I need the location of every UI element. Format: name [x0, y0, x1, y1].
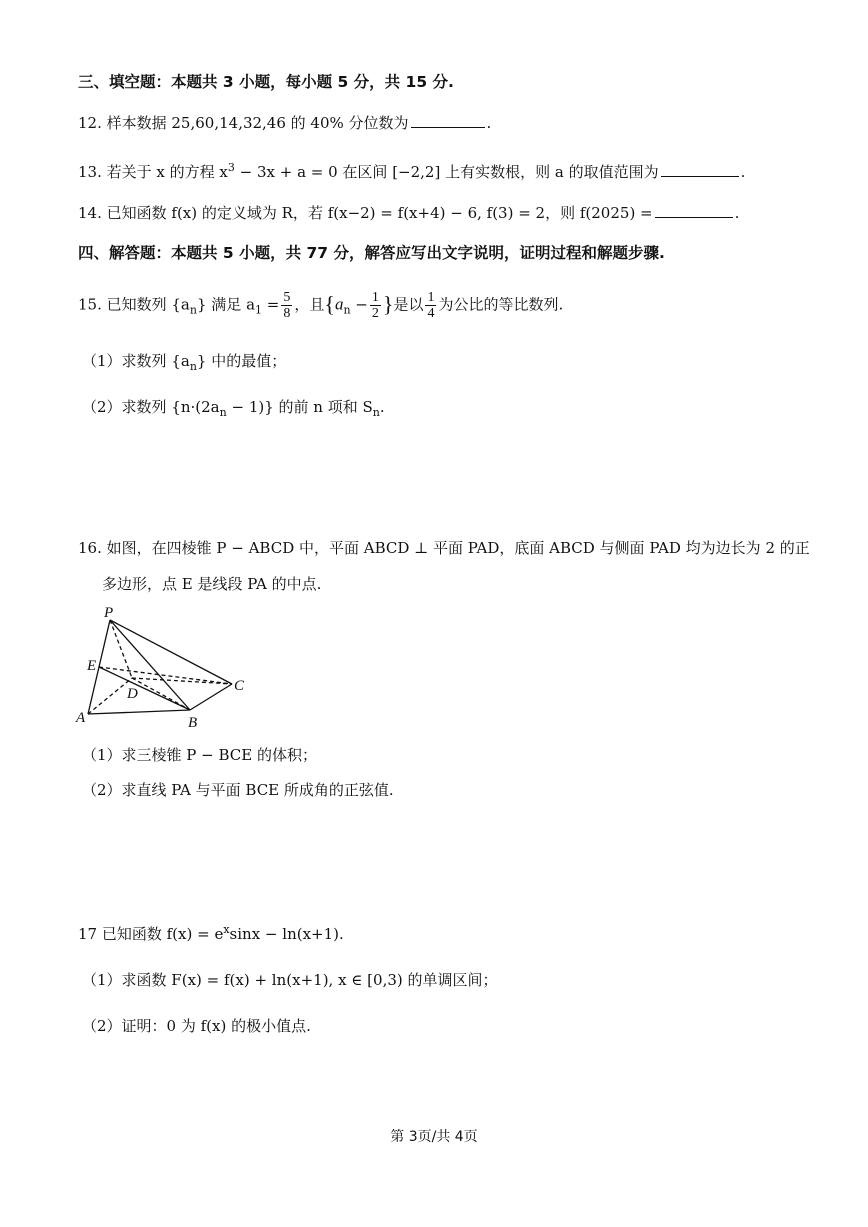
question-16-line-2: 多边形，点 E 是线段 PA 的中点.: [102, 575, 322, 593]
frac-num: 5: [283, 290, 291, 305]
section-heading-fill-in: 三、填空题：本题共 3 小题，每小题 5 分，共 15 分.: [78, 73, 454, 91]
question-16-line-1: 16. 如图，在四棱锥 P − ABCD 中，平面 ABCD ⊥ 平面 PAD，底面 ABCD 与侧面 PAD 均为边长为 2 的正: [78, 539, 810, 557]
frac-den: 8: [283, 306, 291, 321]
pyramid-figure: [72, 606, 262, 734]
question-16-part-1: （1）求三棱锥 P − BCE 的体积；: [82, 746, 318, 764]
q15-intro2: } 满足 a: [196, 295, 256, 314]
question-16-part-2: （2）求直线 PA 与平面 BCE 所成角的正弦值.: [82, 781, 394, 799]
label-C: C: [234, 678, 245, 694]
q15-p2-sub2: n: [372, 406, 380, 419]
edge-PC: [110, 620, 232, 684]
question-13-end: .: [740, 163, 746, 181]
q15-brace-sub: n: [343, 303, 351, 317]
q15-p1-sub: n: [189, 360, 197, 373]
page-number: 第 3页/共 4页: [390, 1129, 478, 1145]
question-13-rest: − 3x + a = 0 在区间 [−2,2] 上有实数根，则 a 的取值范围为: [234, 163, 659, 181]
frac-num: 1: [427, 290, 435, 305]
edge-PB: [110, 620, 190, 710]
label-P: P: [104, 606, 114, 621]
segment-DB: [132, 678, 190, 710]
label-E: E: [87, 658, 97, 674]
question-13-exponent: 3: [227, 161, 235, 174]
q15-p2-tail: .: [379, 398, 385, 416]
q15-brace-a: a: [334, 294, 344, 314]
q15-p2-mid: − 1)} 的前 n 项和 S: [226, 398, 373, 416]
question-13: [78, 158, 745, 182]
q15-p2-text: （2）求数列 {n·(2a: [82, 398, 220, 416]
question-15-part-2: [82, 397, 385, 423]
question-12-text: 12. 样本数据 25,60,14,32,46 的 40% 分位数为: [78, 114, 409, 132]
answer-blank-12: [411, 113, 485, 128]
fraction-5-8: [281, 290, 292, 321]
question-14-text: 14. 已知函数 f(x) 的定义域为 R，若 f(x−2) = f(x+4) − 6, f(3) = 2，则 f(2025) =: [78, 204, 653, 222]
left-brace: {: [324, 291, 335, 317]
answer-blank-14: [655, 203, 733, 218]
question-15-part-1: [82, 351, 286, 377]
frac-num: 1: [371, 290, 379, 305]
q15-sub-n: n: [189, 303, 197, 317]
edge-DC: [132, 678, 232, 684]
q15-p2-sub: n: [219, 406, 227, 419]
label-A: A: [76, 710, 86, 726]
q15-tail: 为公比的等比数列.: [438, 295, 564, 314]
question-17: [78, 920, 344, 944]
question-12-end: .: [486, 114, 492, 132]
question-15: [78, 290, 563, 321]
right-brace: }: [382, 291, 394, 317]
question-14-end: .: [734, 204, 740, 222]
question-12: [78, 113, 491, 133]
question-17-part-2: （2）证明：0 为 f(x) 的极小值点.: [82, 1017, 311, 1035]
edge-BC: [190, 684, 232, 710]
label-D: D: [127, 686, 138, 702]
fraction-1-4: [425, 290, 436, 321]
question-17-part-1: （1）求函数 F(x) = f(x) + ln(x+1), x ∈ [0,3) 的单调区间；: [82, 971, 498, 989]
q15-mid2: 是以: [393, 295, 424, 314]
section-heading-solutions: 四、解答题：本题共 5 小题，共 77 分，解答应写出文字说明，证明过程和解题步骤.: [78, 244, 665, 262]
q15-equals: =: [262, 295, 280, 314]
q17-tail: sinx − ln(x+1).: [229, 925, 344, 943]
q17-exponent: x: [223, 923, 230, 936]
question-13-text: 13. 若关于 x 的方程 x: [78, 163, 228, 181]
frac-den: 4: [427, 306, 435, 321]
q15-intro: 15. 已知数列 {a: [78, 295, 190, 314]
edge-AB: [88, 710, 190, 714]
frac-den: 2: [371, 306, 379, 321]
question-14: [78, 203, 739, 223]
q17-text: 17 已知函数 f(x) = e: [78, 925, 224, 943]
fraction-1-2: [370, 290, 381, 321]
q15-minus: −: [350, 295, 368, 314]
q15-p1-text: （1）求数列 {a: [82, 352, 190, 370]
segment-EC: [99, 667, 232, 684]
q15-mid: ，且: [294, 295, 325, 314]
answer-blank-13: [661, 162, 739, 177]
q15-sub-1: 1: [255, 303, 263, 317]
label-B: B: [188, 715, 198, 731]
q15-p1-tail: } 中的最值；: [196, 352, 287, 370]
